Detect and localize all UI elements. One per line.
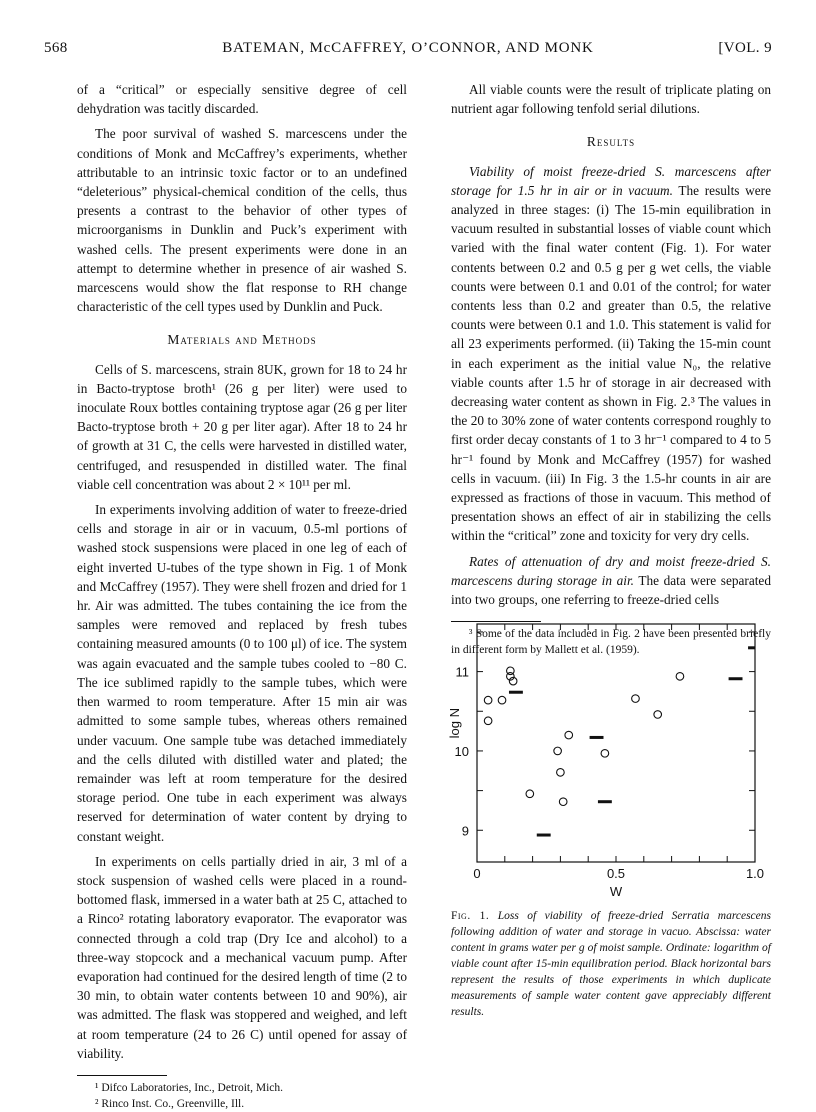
plot-frame [477, 624, 755, 862]
paragraph-title: Rates of attenuation of dry and moist freeze-dried S. marcescens during storage in air. [451, 553, 771, 588]
x-tick-label: 0 [473, 866, 481, 881]
paragraph: In experiments involving addition of water to freeze-dried cells and storage in air or in vacuum, 0.5-ml portions of washed stock suspensions were placed in one leg of each of eight inverted U-tubes of the type shown in Fig. 1 of Monk and McCaffrey (1957). They were shell frozen and dried for 1 hr. Air was admitted. The tubes containing the ice from the samples were removed and replaced by fresh tubes containing measured amounts (0 to 100 μl) of ice. The system was again evacuated and the sample tubes cooled to −80 C. The ice sublimed rapidly to the sample tubes, which were then warmed to room temperature. After 15 min air was admitted to some sample tubes, whereas others remained under vacuum. One sample tube was detached immediately and the cells diluted with distilled water and plated; the remainder was left at room temperature for the desired storage period. One tube in each experiment was always reserved for determination of water content by drying to constant weight. [77, 502, 407, 844]
figure-label: Fig. 1. [451, 910, 490, 922]
page-number: 568 [44, 40, 68, 56]
section-heading-methods: Materials and Methods [167, 332, 317, 348]
y-axis-title: log N [447, 707, 462, 739]
caption-text: Loss of viability of freeze-dried Serratia marcescens following addition of water and storage in vacuo. Abscissa: water content in grams water per g of moist sample. Ordinate: logarithm of viable count after 15-min equilibration period. Black horizontal bars represent the results of those experiments in which duplicate measurements of sample water content gave appreciably different results. [451, 910, 771, 1018]
footnote: ¹ Difco Laboratories, Inc., Detroit, Mich. [95, 1081, 284, 1094]
data-point [565, 731, 573, 739]
right-column [451, 80, 771, 658]
y-tick-label: 9 [461, 823, 469, 839]
paragraph [451, 552, 771, 610]
x-tick-label: 0.5 [606, 866, 626, 881]
data-point [526, 790, 534, 798]
running-head-authors: BATEMAN, McCAFFREY, O’CONNOR, AND MONK [222, 40, 594, 56]
y-tick-label: 10 [454, 743, 469, 759]
paragraph: All viable counts were the result of triplicate plating on nutrient agar following tenfold serial dilutions. [451, 82, 771, 117]
paragraph-body: The data were separated into two groups, one referring to freeze-dried cells [451, 572, 771, 608]
data-point [654, 711, 662, 719]
page-header [44, 40, 772, 62]
y-tick-label: 11 [455, 664, 469, 680]
footnote: ² Rinco Inst. Co., Greenville, Ill. [95, 1097, 245, 1110]
data-point [632, 695, 640, 703]
section-heading-results: Results [586, 134, 636, 150]
volume-label: [VOL. 9 [718, 40, 772, 56]
left-column [77, 80, 407, 1112]
paragraph: of a “critical” or especially sensitive degree of cell dehydration was tacitly discarded. [77, 82, 407, 117]
data-point [498, 696, 506, 704]
paragraph: In experiments on cells partially dried in air, 3 ml of a stock suspension of washed cells were placed in a round-bottomed flask, immersed in a water bath at 25 C, attached to a Rinco² rotating laboratory evaporator. The evaporator was connected through a cold trap (Dry Ice and alcohol) to a three-way stopcock and a mechanical vacuum pump. After evaporation had continued for the desired length of time (2 to 30 min, to obtain water contents between 10 and 90%), air was admitted. The flask was stoppered and weighed, and left at room temperature (24 to 26 C) until opened for assay of viability. [77, 853, 407, 1061]
data-point [559, 798, 567, 806]
paragraph-title: Viability of moist freeze-dried S. marcescens after storage for 1.5 hr in air or in vacuum. [451, 163, 771, 198]
scatter-chart [447, 614, 781, 908]
paragraph-body: The results were analyzed in three stages: (i) The 15-min equilibration in vacuum resulted in substantial losses of viable count which varied with the final water content (Fig. 1). For water contents between 0.2 and 0.5 g per g wet cells, the viable counts were between 0.1 and 0.01 of the control; for water contents less than 0.2 and greater than 0.5, the relative counts were between 0.1 and 1.0. This statement is valid for all 23 experiments performed. (ii) Taking the 15-min count in each experiment as the initial value N₀, the relative viable counts after 1.5 hr of storage in air decreased with decreasing water content as shown in Fig. 2.³ The values in the 20 to 30% zone of water contents correspond roughly to first order decay constants of 1 to 3 hr⁻¹ compared to 4 to 5 hr⁻¹ found by Monk and McCaffrey (1957) for washed cells in vacuum. (iii) In Fig. 3 the 1.5-hr counts in air are expressed as fractions of those in vacuum. This method of presentation shows an effect of air in stabilizing the cells within the “critical” zone and toxicity for very dry cells. [451, 182, 771, 544]
x-axis-title: W [609, 884, 623, 899]
footnote-divider [77, 1075, 167, 1076]
data-point [484, 717, 492, 725]
data-point [601, 750, 609, 758]
figure-caption [451, 908, 771, 1020]
paragraph: The poor survival of washed S. marcescens under the conditions of Monk and McCaffrey’s experiments, whether attributable to an intrinsic toxic factor or to an undefined “deleterious” physical-chemical condition of the cells, thus presents a contrast to the behavior of other types of microorganisms in Dunklin and Puck’s experiment with washed cells. The present experiments were done in an attempt to determine whether in presence of air washed S. marcescens would show the flat response to RH change characteristic of the cell types used by Dunklin and Puck. [77, 126, 407, 315]
data-point [484, 696, 492, 704]
paragraph: Cells of S. marcescens, strain 8UK, grown for 18 to 24 hr in Bacto-tryptose broth¹ (26 g per liter) were used to inoculate Roux bottles containing tryptose agar (26 g per liter Bacto-tryptose broth + 20 g per liter agar). After 18 to 24 hr of growth at 31 C, the cells were harvested in distilled water, centrifuged, and resuspended in distilled water. The final viable cell concentration was about 2 × 10¹¹ per ml. [77, 361, 407, 492]
paragraph [451, 162, 771, 546]
figure-1 [447, 614, 781, 914]
data-point [554, 747, 562, 755]
x-tick-label: 1.0 [745, 866, 765, 881]
data-point [676, 673, 684, 681]
data-point [557, 769, 565, 777]
footnote: ³ Some of the data included in Fig. 2 have been presented briefly in different form by Mallett et al. (1959). [451, 628, 771, 657]
